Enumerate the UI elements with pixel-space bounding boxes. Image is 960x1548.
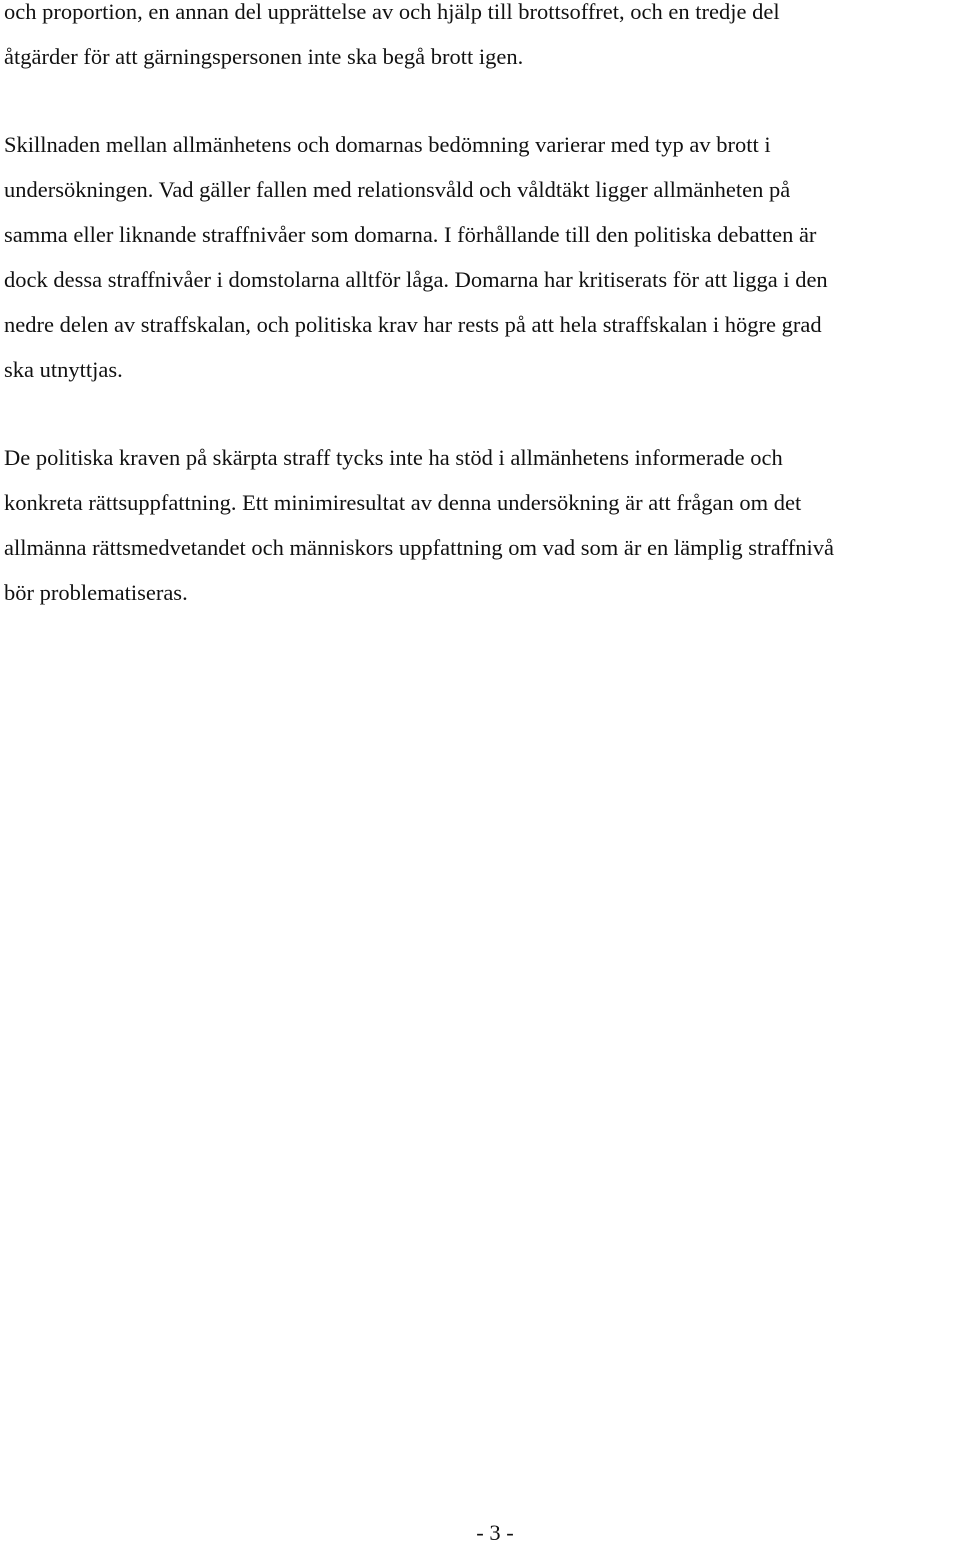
text-line: allmänna rättsmedvetandet och människors uppfattning om vad som är en lämplig straffnivå [4, 535, 834, 560]
text-line: och proportion, en annan del upprättelse av och hjälp till brottsoffret, och en tredje del [4, 0, 780, 24]
text-line: bör problematiseras. [4, 580, 188, 605]
text-line: undersökningen. Vad gäller fallen med relationsvåld och våldtäkt ligger allmänheten på [4, 177, 791, 202]
text-line: Skillnaden mellan allmänhetens och domarnas bedömning varierar med typ av brott i [4, 132, 771, 157]
text-line: dock dessa straffnivåer i domstolarna alltför låga. Domarna har kritiserats för att ligga i den [4, 267, 828, 292]
paragraph-1 [4, 0, 960, 79]
text-line: konkreta rättsuppfattning. Ett minimiresultat av denna undersökning är att frågan om det [4, 490, 802, 515]
text-line: åtgärder för att gärningspersonen inte ska begå brott igen. [4, 44, 524, 69]
paragraph-3 [4, 435, 960, 615]
text-line: nedre delen av straffskalan, och politiska krav har rests på att hela straffskalan i högre grad [4, 312, 822, 337]
text-line: samma eller liknande straffnivåer som domarna. I förhållande till den politiska debatten är [4, 222, 817, 247]
text-line: ska utnyttjas. [4, 357, 123, 382]
page-number: - 3 - [476, 1520, 514, 1545]
paragraph-2 [4, 122, 960, 392]
text-line: De politiska kraven på skärpta straff tycks inte ha stöd i allmänhetens informerade och [4, 445, 783, 470]
